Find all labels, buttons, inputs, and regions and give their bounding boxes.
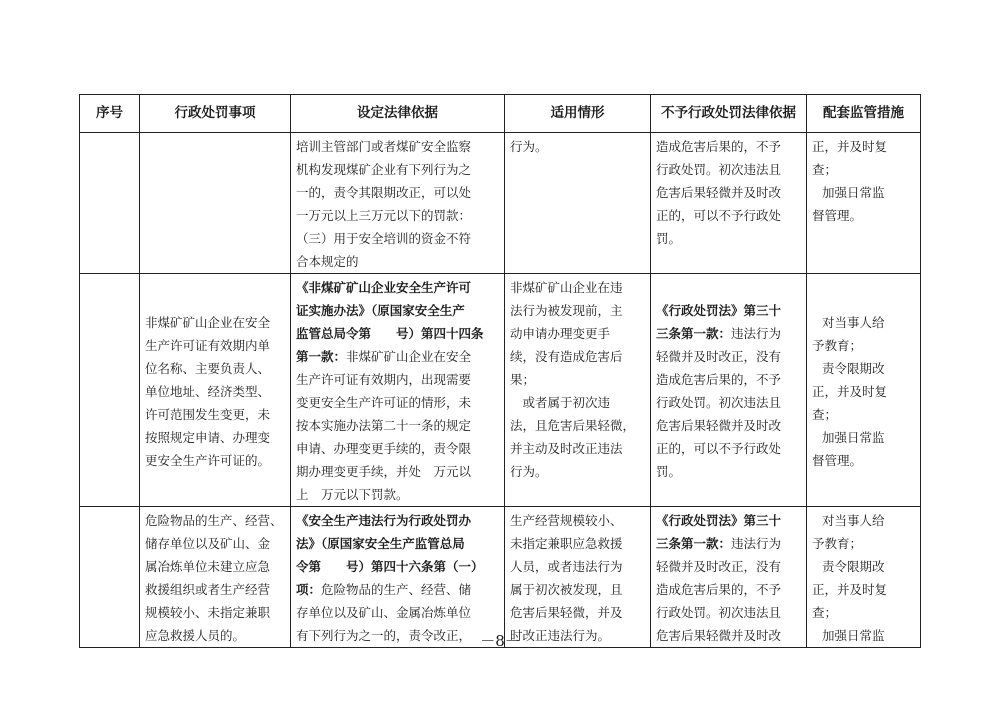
text-line: 行为。 — [510, 464, 548, 479]
basis-lead: 项： — [296, 582, 322, 597]
text-line: 生产许可证有效期内，出现需要 — [296, 372, 472, 387]
text-line: 予教育； — [812, 337, 863, 353]
exemption-lead: 三条第一款： — [656, 536, 732, 551]
text-line: 造成危害后果的，不予 — [656, 582, 782, 597]
text-line: 或者属于初次违 — [510, 395, 611, 410]
cell-number — [80, 274, 140, 507]
text-line: 罚。 — [656, 231, 682, 246]
text-line: 危害后果轻微并及时改 — [656, 628, 782, 643]
text-line: 正的，可以不予行政处 — [656, 208, 782, 223]
header-exemption: 不予行政处罚法律依据 — [651, 95, 807, 133]
text-line — [296, 578, 500, 601]
text-line: 法》（原国家安全生产监管总局 — [296, 536, 465, 551]
text-line: 督管理。 — [812, 452, 863, 468]
text-line: 行政处罚。初次违法且 — [656, 605, 782, 620]
text-line: 加强日常监 — [822, 628, 885, 643]
text-line: 责令限期改 — [822, 360, 885, 376]
text-line: （三）用于安全培训的资金不符 — [296, 231, 472, 246]
text-line: 《安全生产违法行为行政处罚办 — [296, 513, 472, 528]
text-line: 有下列行为之一的，责令改正， — [296, 628, 472, 643]
cell-measures — [807, 274, 921, 507]
text-line: 轻微并及时改正，没有 — [656, 559, 782, 574]
text-line: 未指定兼职应急救援 — [510, 536, 623, 551]
exemption-lead: 三条第一款： — [656, 326, 732, 341]
text-line: 生产许可证有效期内单 — [145, 337, 271, 353]
exemption-text: 违法行为 — [731, 536, 782, 551]
text-line — [296, 345, 500, 368]
text-line: 申请、办理变更手续的，责令限 — [296, 441, 472, 456]
text-line: 正，并及时复 — [812, 139, 888, 154]
cell-item — [140, 274, 291, 507]
cell-basis — [291, 133, 505, 274]
text-line: 危险物品的生产、经营、 — [145, 513, 283, 528]
text-line: 存单位以及矿山、金属冶炼单位 — [296, 605, 472, 620]
cell-measures — [807, 507, 921, 648]
text-line: 罚。 — [656, 464, 682, 479]
text-line: 非煤矿矿山企业在违 — [510, 280, 623, 295]
cell-number — [80, 507, 140, 648]
table-row — [80, 507, 921, 648]
text-line: 造成危害后果的，不予 — [656, 139, 782, 154]
text-line — [656, 532, 802, 555]
text-line: 时改正违法行为。 — [510, 628, 611, 643]
cell-item — [140, 133, 291, 274]
text-line — [656, 322, 802, 345]
header-basis: 设定法律依据 — [291, 95, 505, 133]
cell-basis — [291, 507, 505, 648]
cell-exemption — [651, 274, 807, 507]
text-line: 令第 号）第四十六条第（一） — [296, 559, 484, 574]
text-line: 证实施办法》（原国家安全生产 — [296, 303, 465, 318]
text-line: 续，没有造成危害后 — [510, 349, 623, 364]
cell-situation — [505, 274, 651, 507]
text-line: 正的，可以不予行政处 — [656, 441, 782, 456]
text-line: 监管总局令第 号）第四十四条 — [296, 326, 484, 341]
header-number: 序号 — [80, 95, 140, 133]
text-line: 予教育； — [812, 536, 863, 551]
text-line: 一的，责令其限期改正，可以处 — [296, 185, 472, 200]
cell-item — [140, 507, 291, 648]
text-line: 加强日常监 — [822, 185, 885, 200]
text-line: 正，并及时复 — [812, 383, 888, 399]
text-line: 《非煤矿矿山企业安全生产许可 — [296, 280, 472, 295]
text-line: 属于初次被发现，且 — [510, 582, 623, 597]
cell-exemption — [651, 507, 807, 648]
text-line: 人员，或者违法行为 — [510, 559, 623, 574]
text-line: 位名称、主要负责人、 — [145, 360, 271, 376]
text-line: 危害后果轻微，并及 — [510, 605, 623, 620]
text-line: 按本实施办法第二十一条的规定 — [296, 418, 472, 433]
text-line: 正，并及时复 — [812, 582, 888, 597]
text-line: 责令限期改 — [822, 559, 885, 574]
text-line: 并主动及时改正违法 — [510, 441, 623, 456]
text-line: 属冶炼单位未建立应急 — [145, 559, 271, 574]
text-line: 一万元以上三万元以下的罚款： — [296, 208, 472, 223]
text-line: 生产经营规模较小、 — [510, 513, 623, 528]
text-line: 期办理变更手续，并处 万元以 — [296, 464, 472, 479]
text-line: 行政处罚。初次违法且 — [656, 162, 782, 177]
text-line: 救援组织或者生产经营 — [145, 582, 271, 597]
cell-situation — [505, 133, 651, 274]
text-line: 更安全生产许可证的。 — [145, 452, 271, 468]
text-line: 动申请办理变更手 — [510, 326, 611, 341]
cell-number — [80, 133, 140, 274]
text-line: 危害后果轻微并及时改 — [656, 185, 782, 200]
text-line: 许可范围发生变更，未 — [145, 406, 271, 422]
text-line: 法，且危害后果轻微， — [510, 418, 636, 433]
text-line: 查； — [812, 605, 838, 620]
text-line: 单位地址、经济类型、 — [145, 383, 271, 399]
table-row — [80, 274, 921, 507]
header-situation: 适用情形 — [505, 95, 651, 133]
text-line: 合本规定的 — [296, 254, 359, 269]
text-line: 应急救援人员的。 — [145, 628, 246, 643]
exemption-text: 违法行为 — [731, 326, 782, 341]
text-line: 储存单位以及矿山、金 — [145, 536, 271, 551]
text-line: 危害后果轻微并及时改 — [656, 418, 782, 433]
text-line: 行政处罚。初次违法且 — [656, 395, 782, 410]
text-line: 督管理。 — [812, 208, 863, 223]
header-item: 行政处罚事项 — [140, 95, 291, 133]
basis-lead: 第一款： — [296, 349, 347, 364]
text-line: 《行政处罚法》第三十 — [656, 513, 782, 528]
text-line: 法行为被发现前，主 — [510, 303, 623, 318]
text-line: 规模较小、未指定兼职 — [145, 605, 271, 620]
cell-exemption — [651, 133, 807, 274]
cell-measures — [807, 133, 921, 274]
text-line: 查； — [812, 162, 838, 177]
text-line: 《行政处罚法》第三十 — [656, 303, 782, 318]
text-line: 变更安全生产许可证的情形，未 — [296, 395, 472, 410]
basis-text: 非煤矿矿山企业在安全 — [346, 349, 472, 364]
table-header-row — [80, 95, 921, 133]
penalty-table — [79, 94, 921, 648]
table-row — [80, 133, 921, 274]
text-line: 上 万元以下罚款。 — [296, 487, 409, 502]
text-line: 行为。 — [510, 139, 548, 154]
page-number: －8－ — [480, 632, 520, 650]
cell-situation — [505, 507, 651, 648]
text-line: 机构发现煤矿企业有下列行为之 — [296, 162, 472, 177]
header-measures: 配套监管措施 — [807, 95, 921, 133]
text-line: 果； — [510, 372, 536, 387]
text-line: 培训主管部门或者煤矿安全监察 — [296, 139, 472, 154]
text-line: 加强日常监 — [822, 429, 885, 445]
text-line: 造成危害后果的，不予 — [656, 372, 782, 387]
basis-text: 危险物品的生产、经营、储 — [321, 582, 472, 597]
text-line: 按照规定申请、办理变 — [145, 429, 271, 445]
text-line: 轻微并及时改正，没有 — [656, 349, 782, 364]
text-line: 对当事人给 — [822, 314, 885, 330]
cell-basis — [291, 274, 505, 507]
text-line: 非煤矿矿山企业在安全 — [145, 314, 271, 330]
text-line: 查； — [812, 406, 838, 422]
text-line: 对当事人给 — [822, 513, 885, 528]
